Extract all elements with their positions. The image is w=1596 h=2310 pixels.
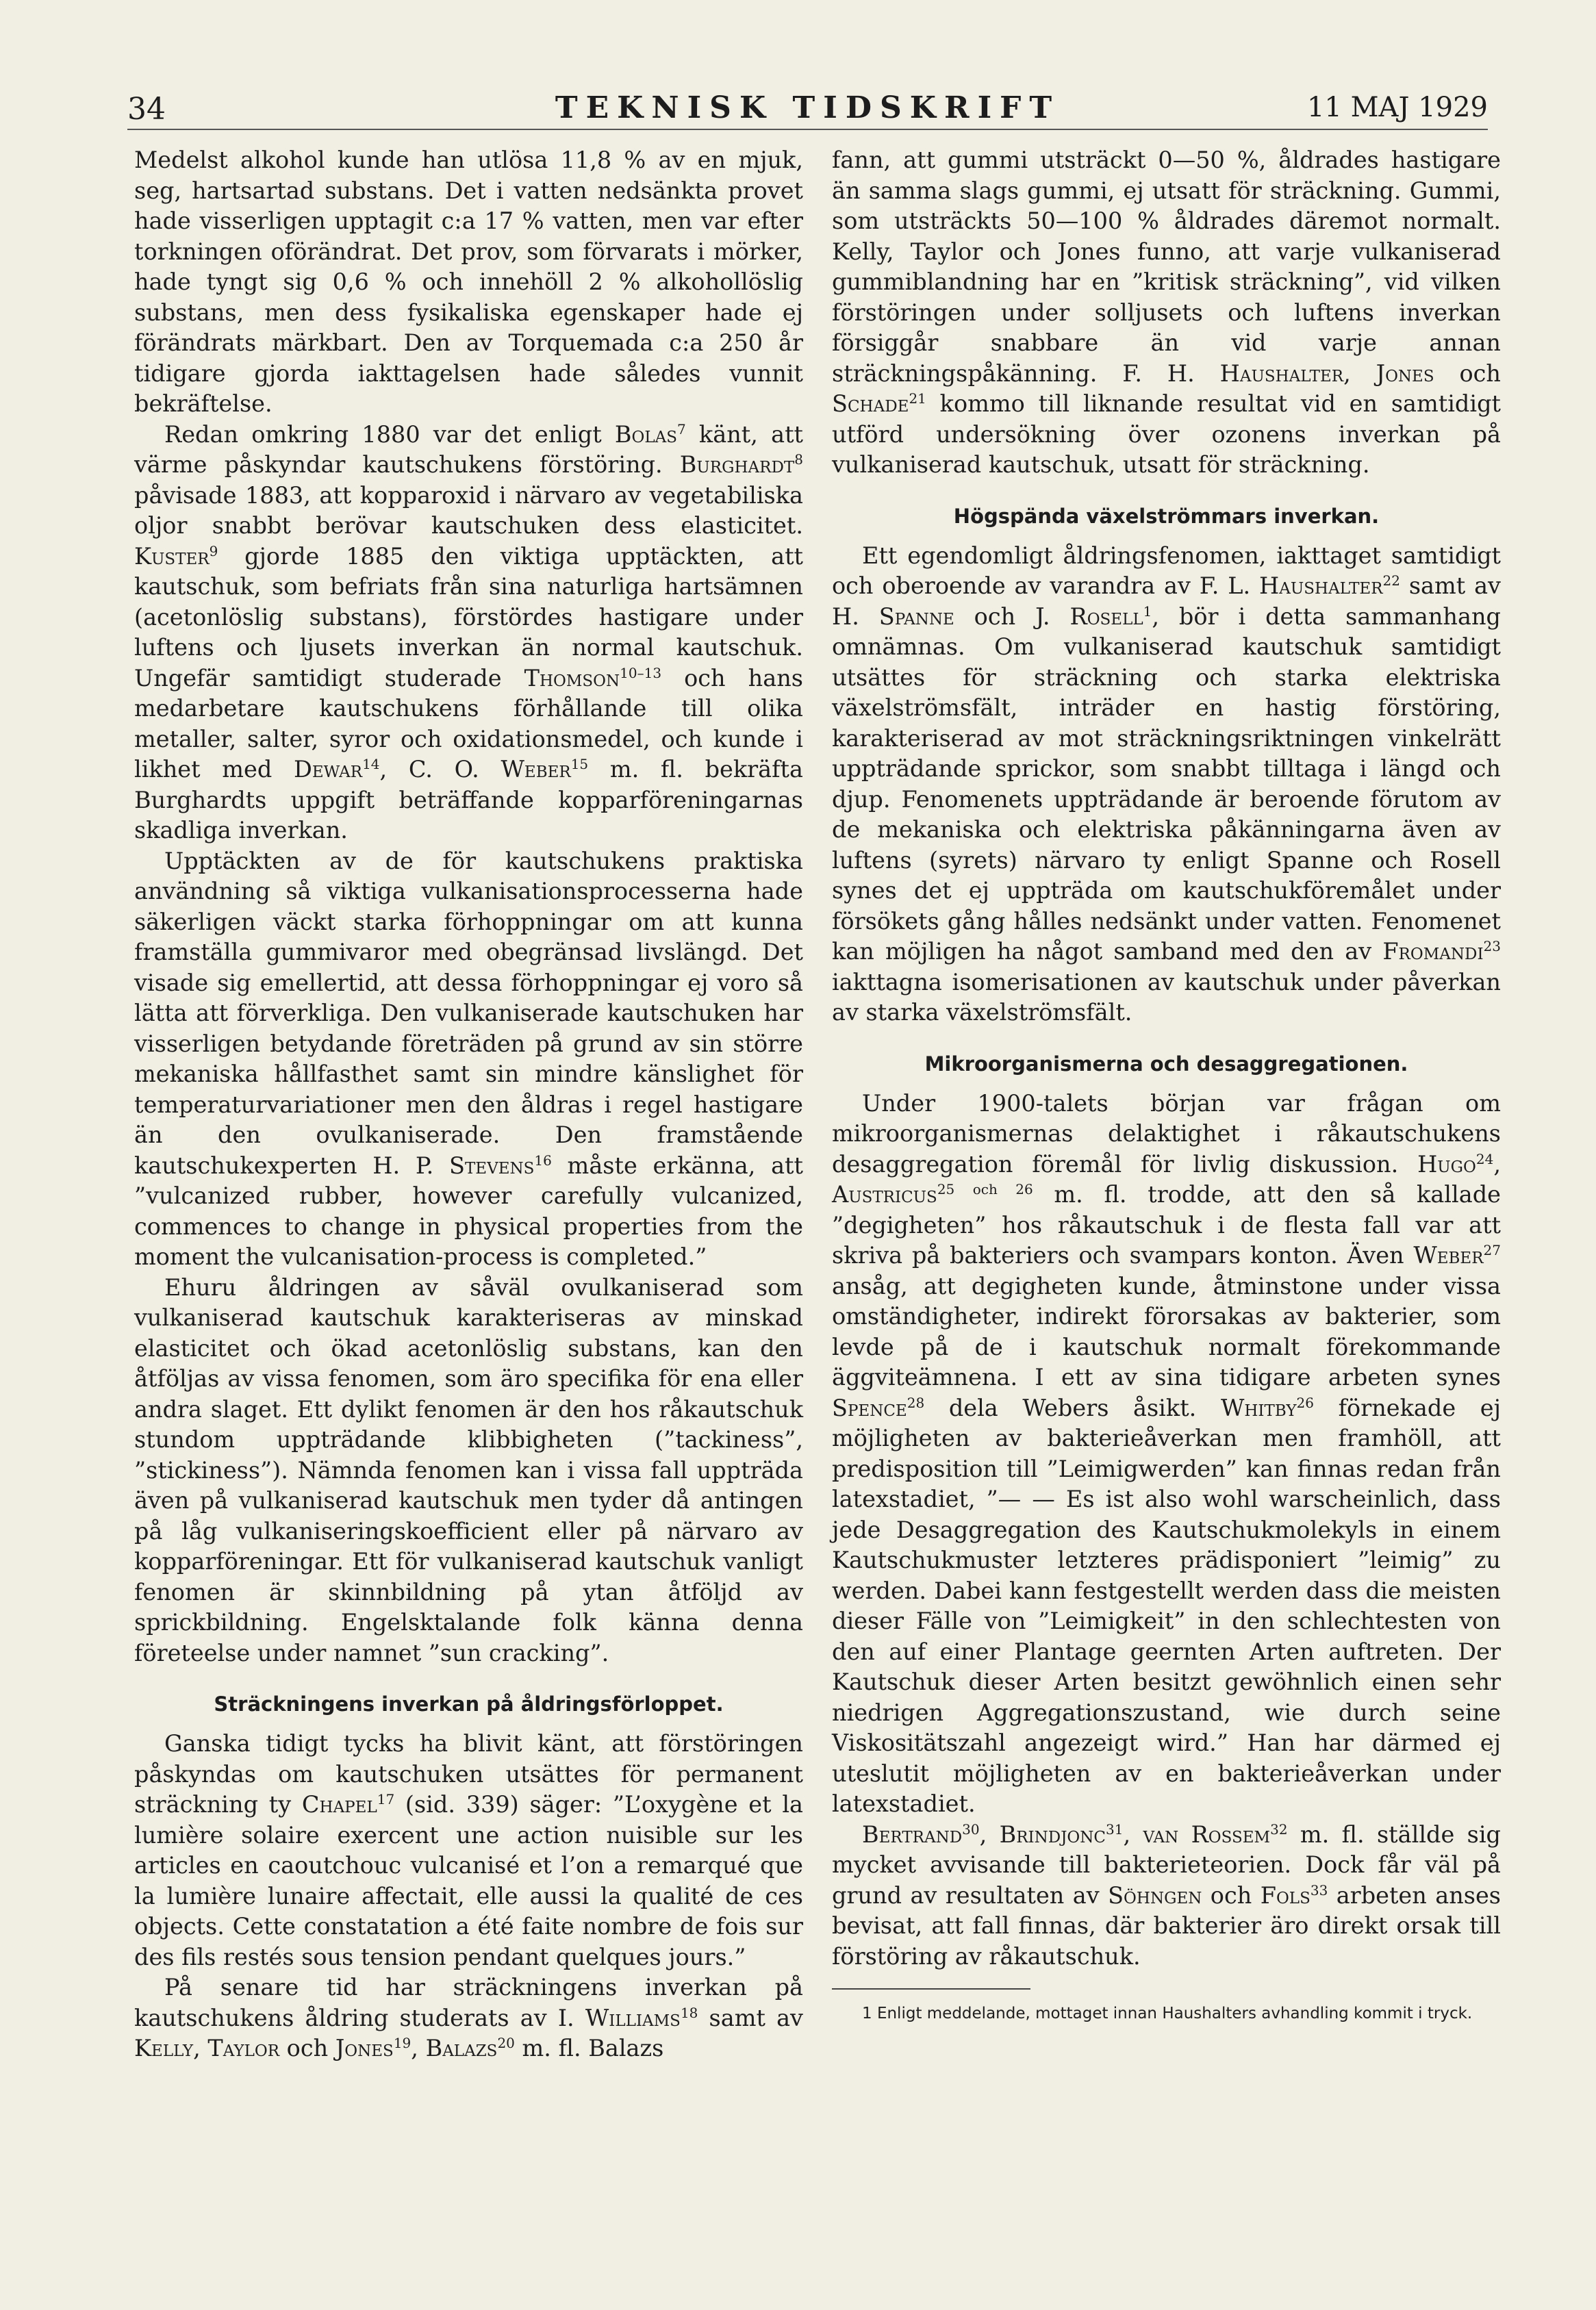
reference-marker: 30 <box>962 1820 980 1838</box>
author-name: Williams <box>585 2004 681 2031</box>
author-name: Hugo <box>1417 1150 1476 1178</box>
reference-marker: 23 <box>1483 937 1501 954</box>
paragraph: Ganska tidigt tycks ha blivit känt, att förstöringen påskyndas om kautschuken utsättes för permanent sträckning ty Chapel$^{17}$ (sid. 339) säger: ”L’oxygène et la lumière solaire exercent une action nuisible sur les articles en caoutchouc vulcanisé et l’on a remarqué que la lumière lunaire affectait, elle aussi la qualité de ces objects. Cette constatation a été faite nombre de fois sur des fils restés sous tension pendant quelques jours.” <box>134 1730 804 1970</box>
journal-title: TEKNISK TIDSKRIFT <box>555 90 1061 125</box>
page-number: 34 <box>127 92 166 127</box>
page-header <box>127 88 1488 130</box>
right-column <box>832 145 1501 2025</box>
reference-marker: 25 och 26 <box>937 1180 1033 1197</box>
reference-marker: 33 <box>1310 1881 1328 1899</box>
reference-marker: 32 <box>1270 1820 1288 1838</box>
author-name: Austricus <box>832 1181 937 1208</box>
reference-marker: 8 <box>794 450 803 468</box>
section-heading: Sträckningens inverkan på åldringsförloppet. <box>214 1692 724 1716</box>
author-name: Chapel <box>301 1791 377 1818</box>
author-name: Weber <box>501 756 571 783</box>
reference-marker: 28 <box>907 1394 925 1411</box>
author-name: Burghardt <box>679 451 795 478</box>
issue-date: 11 MAJ 1929 <box>1306 92 1488 123</box>
paragraph: Bertrand$^{30}$, Brindjonc$^{31}$, van Rossem$^{32}$ m. fl. ställde sig mycket avvisande till bakterieteorien. Dock får väl på grund av resultaten av Söhngen och Fols$^{33}$ arbeten anses bevisat, att fall finnas, där bakterier äro direkt orsak till förstöring av råkautschuk. <box>832 1820 1501 1970</box>
author-name: Schade <box>832 390 909 417</box>
author-name: Brindjonc <box>999 1820 1106 1848</box>
reference-marker: 10–13 <box>620 664 662 681</box>
paragraph: fann, att gummi utsträckt 0—50 %, åldrades hastigare än samma slags gummi, ej utsatt för sträckning. Gummi, som utsträckts 50—100 % åldrades däremot normalt. Kelly, Taylor och Jones funno, att varje vulkaniserad gummiblandning har en ”kritisk sträckning”, vid vilken förstöringen under solljusets och luftens inverkan försiggår snabbare än vid varje annan sträckningspåkänning. F. H. Haushalter, Jones och Schade$^{21}$ kommo till liknande resultat vid en samtidigt utförd undersökning över ozonens inverkan på vulkaniserad kautschuk, utsatt för sträckning. <box>832 147 1501 478</box>
reference-marker: 20 <box>497 2034 515 2051</box>
author-name: Spence <box>832 1394 907 1421</box>
reference-marker: 22 <box>1382 572 1400 589</box>
paragraph: På senare tid har sträckningens inverkan på kautschukens åldring studerats av I. Williams$^{18}$ samt av Kelly, Taylor och Jones$^{19}$, Balazs$^{20}$ m. fl. Balazs <box>134 1974 803 2061</box>
reference-marker: 14 <box>362 755 380 772</box>
reference-marker: 26 <box>1296 1394 1314 1411</box>
paragraph: Redan omkring 1880 var det enligt Bolas$^7$ känt, att värme påskyndar kautschukens förstöring. Burghardt$^8$ påvisade 1883, att kopparoxid i närvaro av vegetabiliska oljor snabbt berövar kautschuken dess elasticitet. Kuster$^9$ gjorde 1885 den viktiga upptäckten, att kautschuk, som befriats från sina naturliga hartsämnen (acetonlöslig substans), förstördes hastigare under luftens och ljusets inverkan än normal kautschuk. Ungefär samtidigt studerade Thomson$^{10-13}$ och hans medarbetare kautschukens förhållande till olika metaller, salter, syror och oxidationsmedel, och kunde i likhet med Dewar$^{14}$, C. O. Weber$^{15}$ m. fl. bekräfta Burghardts uppgift beträffande kopparföreningarnas skadliga inverkan. <box>134 420 803 843</box>
paragraph: Ett egendomligt åldringsfenomen, iakttaget samtidigt och oberoende av varandra av F. L. Haushalter$^{22}$ samt av H. Spanne och J. Rosell$^1$, bör i detta sammanhang omnämnas. Om vulkaniserad kautschuk samtidigt utsättes för sträckning och starka elektriska växelströmsfält, inträder en hastig förstöring, karakteriserad av mot sträckningsriktningen vinkelrätt uppträdande sprickor, som snabbt tilltaga i längd och djup. Fenomenets uppträdande är beroende förutom av de mekaniska och elektriska påkänningarna även av luftens (syrets) närvaro ty enligt Spanne och Rosell synes det ej uppträda om kautschukföremålet under försökets gång hålles nedsänkt under vatten. Fenomenet kan möjligen ha något samband med den av Fromandi$^{23}$ iakttagna isomerisationen av kautschuk under påverkan av starka växelströmsfält. <box>832 542 1501 1026</box>
footnote-number: 1 <box>862 2005 872 2022</box>
reference-marker: 19 <box>393 2034 411 2051</box>
author-name: Weber <box>1413 1242 1484 1269</box>
footnote: 1 Enligt meddelande, mottaget innan Haushalters avhandling kommit i tryck. <box>862 2005 1473 2022</box>
reference-marker: 27 <box>1483 1241 1501 1258</box>
author-name: Stevens <box>449 1152 535 1179</box>
paragraph: Ehuru åldringen av såväl ovulkaniserad som vulkaniserad kautschuk karakteriseras av minskad elasticitet och ökad acetonlöslig substans, kan den åtföljas av vissa fenomen, som äro specifika för ena eller andra slaget. Ett dylikt fenomen är den hos råkautschuk stundom uppträdande klibbigheten (”tackiness”, ”stickiness”). Nämnda fenomen kan i vissa fall uppträda även på vulkaniserad kautschuk men tyder då antingen på låg vulkaniseringskoefficient eller på närvaro av kopparföreningar. Ett för vulkaniserad kautschuk vanligt fenomen är skinnbildning på ytan åtföljd av sprickbildning. Engelsktalande folk känna denna företeelse under namnet ”sun cracking”. <box>134 1273 803 1666</box>
author-name: Dewar <box>294 756 363 783</box>
reference-marker: 15 <box>570 755 589 772</box>
author-name: Whitby <box>1220 1394 1297 1421</box>
author-name: Fromandi <box>1382 938 1484 965</box>
reference-marker: 21 <box>909 390 926 407</box>
author-name: Balazs <box>425 2035 498 2061</box>
author-name: Thomson <box>524 664 620 691</box>
author-name: Haushalter <box>1259 572 1383 599</box>
author-name: Rosell <box>1069 602 1143 630</box>
reference-marker: 18 <box>680 2004 698 2021</box>
footnote-divider <box>832 1988 1030 1990</box>
reference-marker: 31 <box>1106 1820 1124 1838</box>
author-name: Kelly, Taylor <box>134 2035 280 2061</box>
author-name: Kuster <box>134 542 210 570</box>
reference-marker: 16 <box>534 1152 552 1169</box>
paragraph: Medelst alkohol kunde han utlösa 11,8 % av en mjuk, seg, hartsartad substans. Det i vatten nedsänkta provet hade visserligen upptagit c:a 17 % vatten, men var efter torkningen oförändrat. Det prov, som förvarats i mörker, hade tyngt sig 0,6 % och innehöll 2 % alkohollöslig substans, men dess fysikaliska egenskaper hade ej förändrats märkbart. Den av Torquemada c:a 250 år tidigare gjorda iakttagelsen hade således vunnit bekräftelse. <box>134 147 803 417</box>
author-name: van Rossem <box>1143 1820 1271 1848</box>
author-name: Jones <box>335 2035 394 2061</box>
left-column <box>134 145 803 2064</box>
paragraph: Under 1900-talets början var frågan om mikroorganismernas delaktighet i råkautschukens desaggregation föremål för livlig diskussion. Hugo$^{24}$, Austricus$^{25 och 26}$ m. fl. trodde, att den så kallade ”degigheten” hos råkautschuk i de flesta fall var att skriva på bakteriers och svampars konton. Även Weber$^{27}$ ansåg, att degigheten kunde, åtminstone under vissa omständigheter, indirekt förorsakas av bakterier, som levde på de i kautschuk normalt förekommande äggviteämnena. I ett av sina tidigare arbeten synes Spence$^{28}$ dela Webers åsikt. Whitby$^{26}$ förnekade ej möjligheten av bakterieåverkan men framhöll, att predisposition till ”Leimigwerden” kan finnas redan från latexstadiet, ”— — Es ist also wohl warscheinlich, dass jede Desaggregation des Kautschukmolekyls in einem Kautschukmuster letzteres prädisponiert ”leimig” zu werden. Dabei kann festgestellt werden dass die meisten dieser Fälle von ”Leimigkeit” in den schlechtesten von den auf einer Plantage geernten Arten auftreten. Der Kautschuk dieser Arten besitzt gewöhnlich einen sehr niedrigen Aggregationszustand, wie durch seine Viskositätszahl angezeigt wird.” Han har därmed ej uteslutit möjligheten av en bakterieåverkan under latexstadiet. <box>832 1089 1501 1817</box>
reference-marker: 24 <box>1475 1150 1494 1167</box>
section-heading: Mikroorganismerna och desaggregationen. <box>924 1052 1408 1076</box>
reference-marker: 17 <box>377 1790 395 1807</box>
author-name: Haushalter, Jones <box>1219 359 1434 387</box>
author-name: Söhngen <box>1108 1881 1202 1909</box>
section-heading: Högspända växelströmmars inverkan. <box>953 504 1380 528</box>
author-name: Spanne <box>878 602 954 630</box>
author-name: Bolas <box>614 420 677 448</box>
paragraph: Upptäckten av de för kautschukens praktiska användning så viktiga vulkanisationsprocesserna hade säkerligen väckt starka förhoppningar om att kunna framställa gummivaror med obegränsad livslängd. Det visade sig emellertid, att dessa förhoppningar ej voro så lätta att förverkliga. Den vulkaniserade kautschuken har visserligen betydande företräden på grund av sin större mekaniska hållfasthet samt sin mindre känslighet för temperaturvariationer men den åldras i regel hastigare än den ovulkaniserade. Den framstående kautschukexperten H. P. Stevens$^{16}$ måste erkänna, att ”vulcanized rubber, however carefully vulcanized, commences to change in physical properties from the moment the vulcanisation-process is completed.” <box>134 847 803 1270</box>
reference-marker: 9 <box>209 542 218 559</box>
reference-marker: 1 <box>1143 602 1152 620</box>
reference-marker: 7 <box>677 420 686 437</box>
author-name: Fols <box>1260 1881 1310 1909</box>
author-name: Bertrand <box>862 1820 963 1848</box>
